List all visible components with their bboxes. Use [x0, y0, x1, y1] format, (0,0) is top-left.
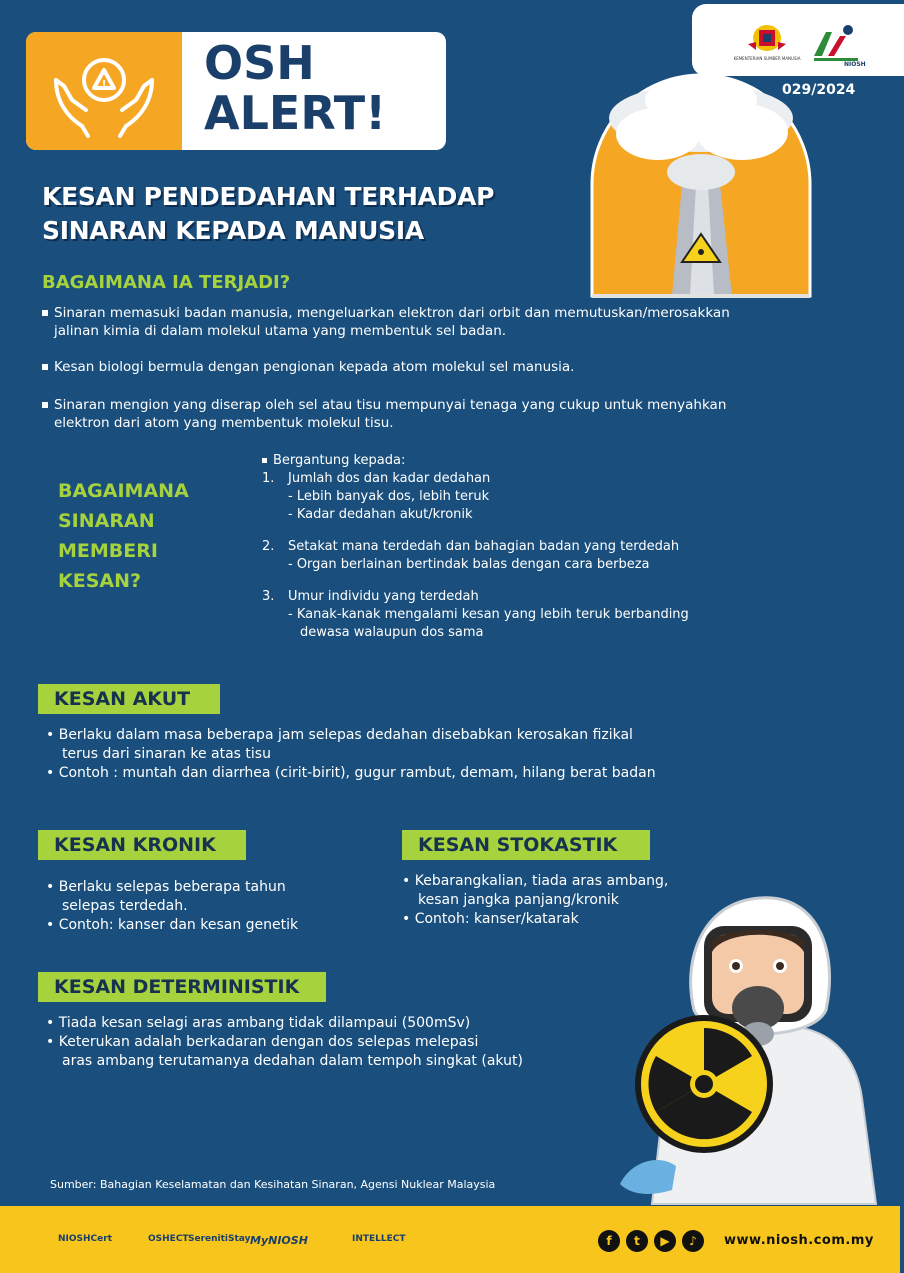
bullet-square-icon	[262, 458, 267, 463]
svg-text:!: !	[101, 79, 107, 90]
source-note: Sumber: Bahagian Keselamatan dan Kesihatan Sinaran, Agensi Nuklear Malaysia	[50, 1178, 496, 1191]
partner-nioshcert: NIOSHCert	[58, 1234, 112, 1244]
social-links	[598, 1230, 704, 1252]
website-link[interactable]: www.niosh.com.my	[724, 1233, 874, 1248]
partner-serenitistay: SerenitiStay	[188, 1234, 251, 1244]
partner-intellect: INTELLECT	[352, 1234, 406, 1244]
bullet-square-icon	[42, 364, 48, 370]
stochastic-label: KESAN STOKASTIK	[402, 830, 650, 860]
how-point-2: Kesan biologi bermula dengan pengionan kepada atom molekul sel manusia.	[42, 358, 842, 376]
how-point-3: Sinaran mengion yang diserap oleh sel atau tisu mempunyai tenaga yang cukup untuk menyahkan elektron dari atom yang membentuk molekul tisu.	[42, 396, 842, 432]
crest-caption: KEMENTERIAN SUMBER MANUSIA	[733, 56, 801, 61]
badge-title	[204, 38, 386, 138]
partner-oshect: OSHECT	[148, 1234, 189, 1244]
deterministic-list: • Tiada kesan selagi aras ambang tidak dilampaui (500mSv) • Keterukan adalah berkadaran dengan dos selepas melepasi aras ambang terutamanya dedahan dalam tempoh singkat (akut)	[46, 1015, 523, 1069]
chronic-list: • Berlaku selepas beberapa tahun selepas terdedah. • Contoh: kanser dan kesan genetik	[46, 879, 299, 933]
mushroom-cloud-illustration	[586, 74, 816, 298]
facebook-icon[interactable]: f	[598, 1230, 620, 1252]
footer-bar	[0, 1206, 900, 1273]
badge-icon-box	[26, 32, 182, 150]
twitter-icon[interactable]: t	[626, 1230, 648, 1252]
tiktok-icon[interactable]: ♪	[682, 1230, 704, 1252]
bullet-square-icon	[42, 402, 48, 408]
dependency-intro: Bergantung kepada:	[262, 452, 782, 470]
osh-alert-badge	[26, 32, 446, 150]
chronic-label: KESAN KRONIK	[38, 830, 246, 860]
hands-warning-icon	[48, 40, 160, 142]
stochastic-list: • Kebarangkalian, tiada aras ambang, kesan jangka panjang/kronik • Contoh: kanser/katarak	[402, 873, 669, 927]
badge-line-alert: ALERT!	[204, 86, 387, 140]
effect-heading: BAGAIMANA SINARAN MEMBERI KESAN?	[58, 480, 189, 592]
agency-logos	[692, 4, 904, 76]
deterministic-label: KESAN DETERMINISTIK	[38, 972, 326, 1002]
niosh-wordmark: NIOSH	[844, 61, 866, 68]
factor-3: 3. Umur individu yang terdedah	[262, 589, 479, 604]
government-crest-icon	[733, 20, 801, 62]
bullet-square-icon	[42, 310, 48, 316]
factor-2: 2. Setakat mana terdedah dan bahagian badan yang terdedah	[262, 539, 680, 554]
acute-list: • Berlaku dalam masa beberapa jam selepas dedahan disebabkan kerosakan fizikal terus dari sinaran ke atas tisu • Contoh : muntah dan diarrhea (cirit-birit), gugur rambut, demam, hilang berat badan	[46, 727, 656, 781]
how-point-1: Sinaran memasuki badan manusia, mengeluarkan elektron dari orbit dan memutuskan/merosakkan jalinan kimia di dalam molekul utama yang membentuk sel badan.	[42, 304, 842, 340]
reference-number: 029/2024	[782, 82, 856, 98]
title-line-1: KESAN PENDEDAHAN TERHADAP	[42, 182, 495, 211]
hazmat-worker-illustration	[612, 884, 898, 1204]
dependency-list: Bergantung kepada: 1. Jumlah dos dan kadar dedahan - Lebih banyak dos, lebih teruk - Kadar dedahan akut/kronik 2. Setakat mana terdedah dan bahagian badan yang terdedah - Organ berlainan bertindak balas dengan cara berbeza 3. Umur individu yang terdedah - Kanak-kanak mengalami kesan yang lebih teruk berbanding dewasa walaupun dos sama	[262, 452, 782, 642]
factor-1: 1. Jumlah dos dan kadar dedahan	[262, 471, 491, 486]
page-title	[42, 180, 582, 248]
partner-myniosh: MyNIOSH	[250, 1234, 308, 1247]
title-line-2: SINARAN KEPADA MANUSIA	[42, 216, 424, 245]
niosh-logo-icon	[810, 22, 870, 66]
youtube-icon[interactable]: ▶	[654, 1230, 676, 1252]
badge-line-osh: OSH	[204, 36, 315, 90]
how-heading: BAGAIMANA IA TERJADI?	[42, 272, 291, 293]
acute-label: KESAN AKUT	[38, 684, 220, 714]
